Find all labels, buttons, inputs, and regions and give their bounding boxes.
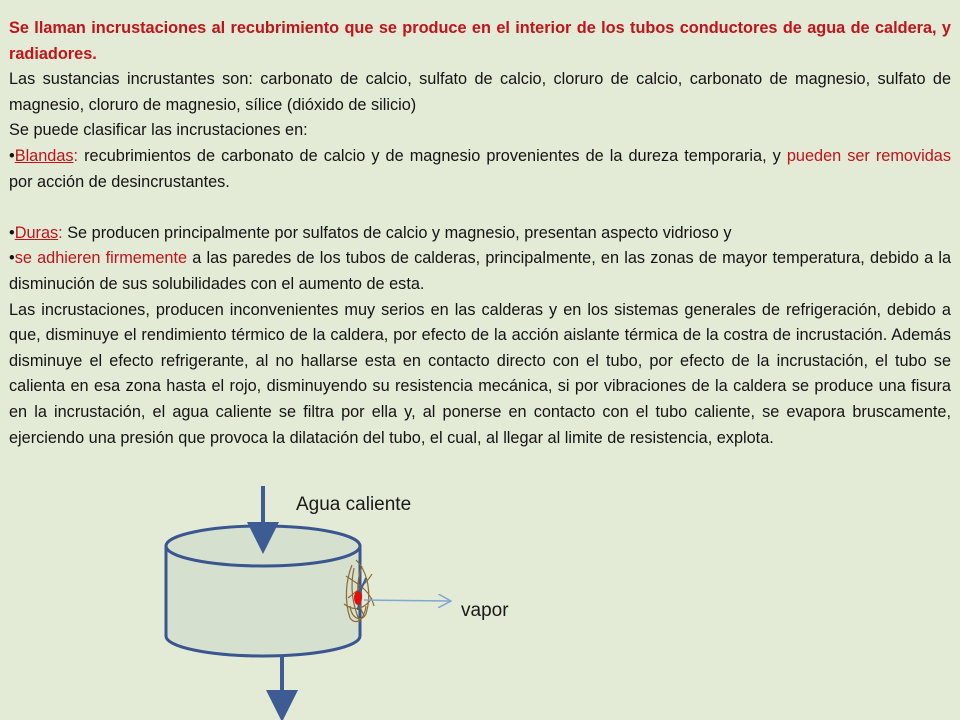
bullet: • [9, 223, 15, 242]
duras-colon: : [58, 223, 63, 242]
consequences-paragraph: Las incrustaciones, producen inconvenientes muy serios en las calderas y en los sistemas generales de refrigeración, debido a que, disminuye el rendimiento térmico de la caldera, por efecto de la acción aislante térmica de la costra de incrustación. Además disminuye el efecto refrigerante, al no hallarse esta en contacto directo con el tubo, por efecto de la incrustación, el tubo se calienta en esa zona hasta el rojo, disminuyendo su resistencia mecánica, si por vibraciones de la caldera se produce una fisura en la incrustación, el agua caliente se filtra por ella y, al ponerse en contacto con el tubo caliente, se evapora bruscamente, ejerciendo una presión que provoca la dilatación del tubo, el cual, al llegar al limite de resistencia, explota. [9, 300, 951, 447]
bullet: • [9, 146, 15, 165]
blandas-colon: : [73, 146, 79, 165]
vapor-arrow [364, 600, 450, 601]
substances-paragraph: Las sustancias incrustantes son: carbonato de calcio, sulfato de calcio, cloruro de calcio, carbonato de magnesio, sulfato de magnesio, cloruro de magnesio, sílice (dióxido de silicio) [9, 70, 951, 114]
label-agua-caliente: Agua caliente [296, 494, 412, 515]
blandas-text-2: por acción de desincrustantes. [9, 172, 230, 191]
blandas-term: Blandas [14, 146, 74, 165]
duras-highlight: se adhieren firmemente [14, 249, 188, 268]
duras-term: Duras [14, 223, 59, 242]
blandas-text-1: recubrimientos de carbonato de calcio y de magnesio provenientes de la dureza temporaria, y [78, 146, 787, 165]
label-vapor: vapor [461, 600, 509, 621]
classify-paragraph: Se puede clasificar las incrustaciones en: [9, 121, 308, 140]
duras-text-1: Se producen principalmente por sulfatos de calcio y magnesio, presentan aspecto vidrioso y [62, 223, 732, 242]
blandas-highlight: pueden ser removidas [786, 146, 951, 165]
duras-text-2: a las paredes de los tubos de calderas, principalmente, en las zonas de mayor temperatura, debido a la disminución de sus solubilidades con el aumento de esta. [9, 249, 951, 293]
intro-paragraph: Se llaman incrustaciones al recubrimiento que se produce en el interior de los tubos conductores de agua de caldera, y radiadores. [9, 19, 951, 63]
bullet: • [9, 249, 15, 268]
hot-spot [354, 591, 362, 605]
